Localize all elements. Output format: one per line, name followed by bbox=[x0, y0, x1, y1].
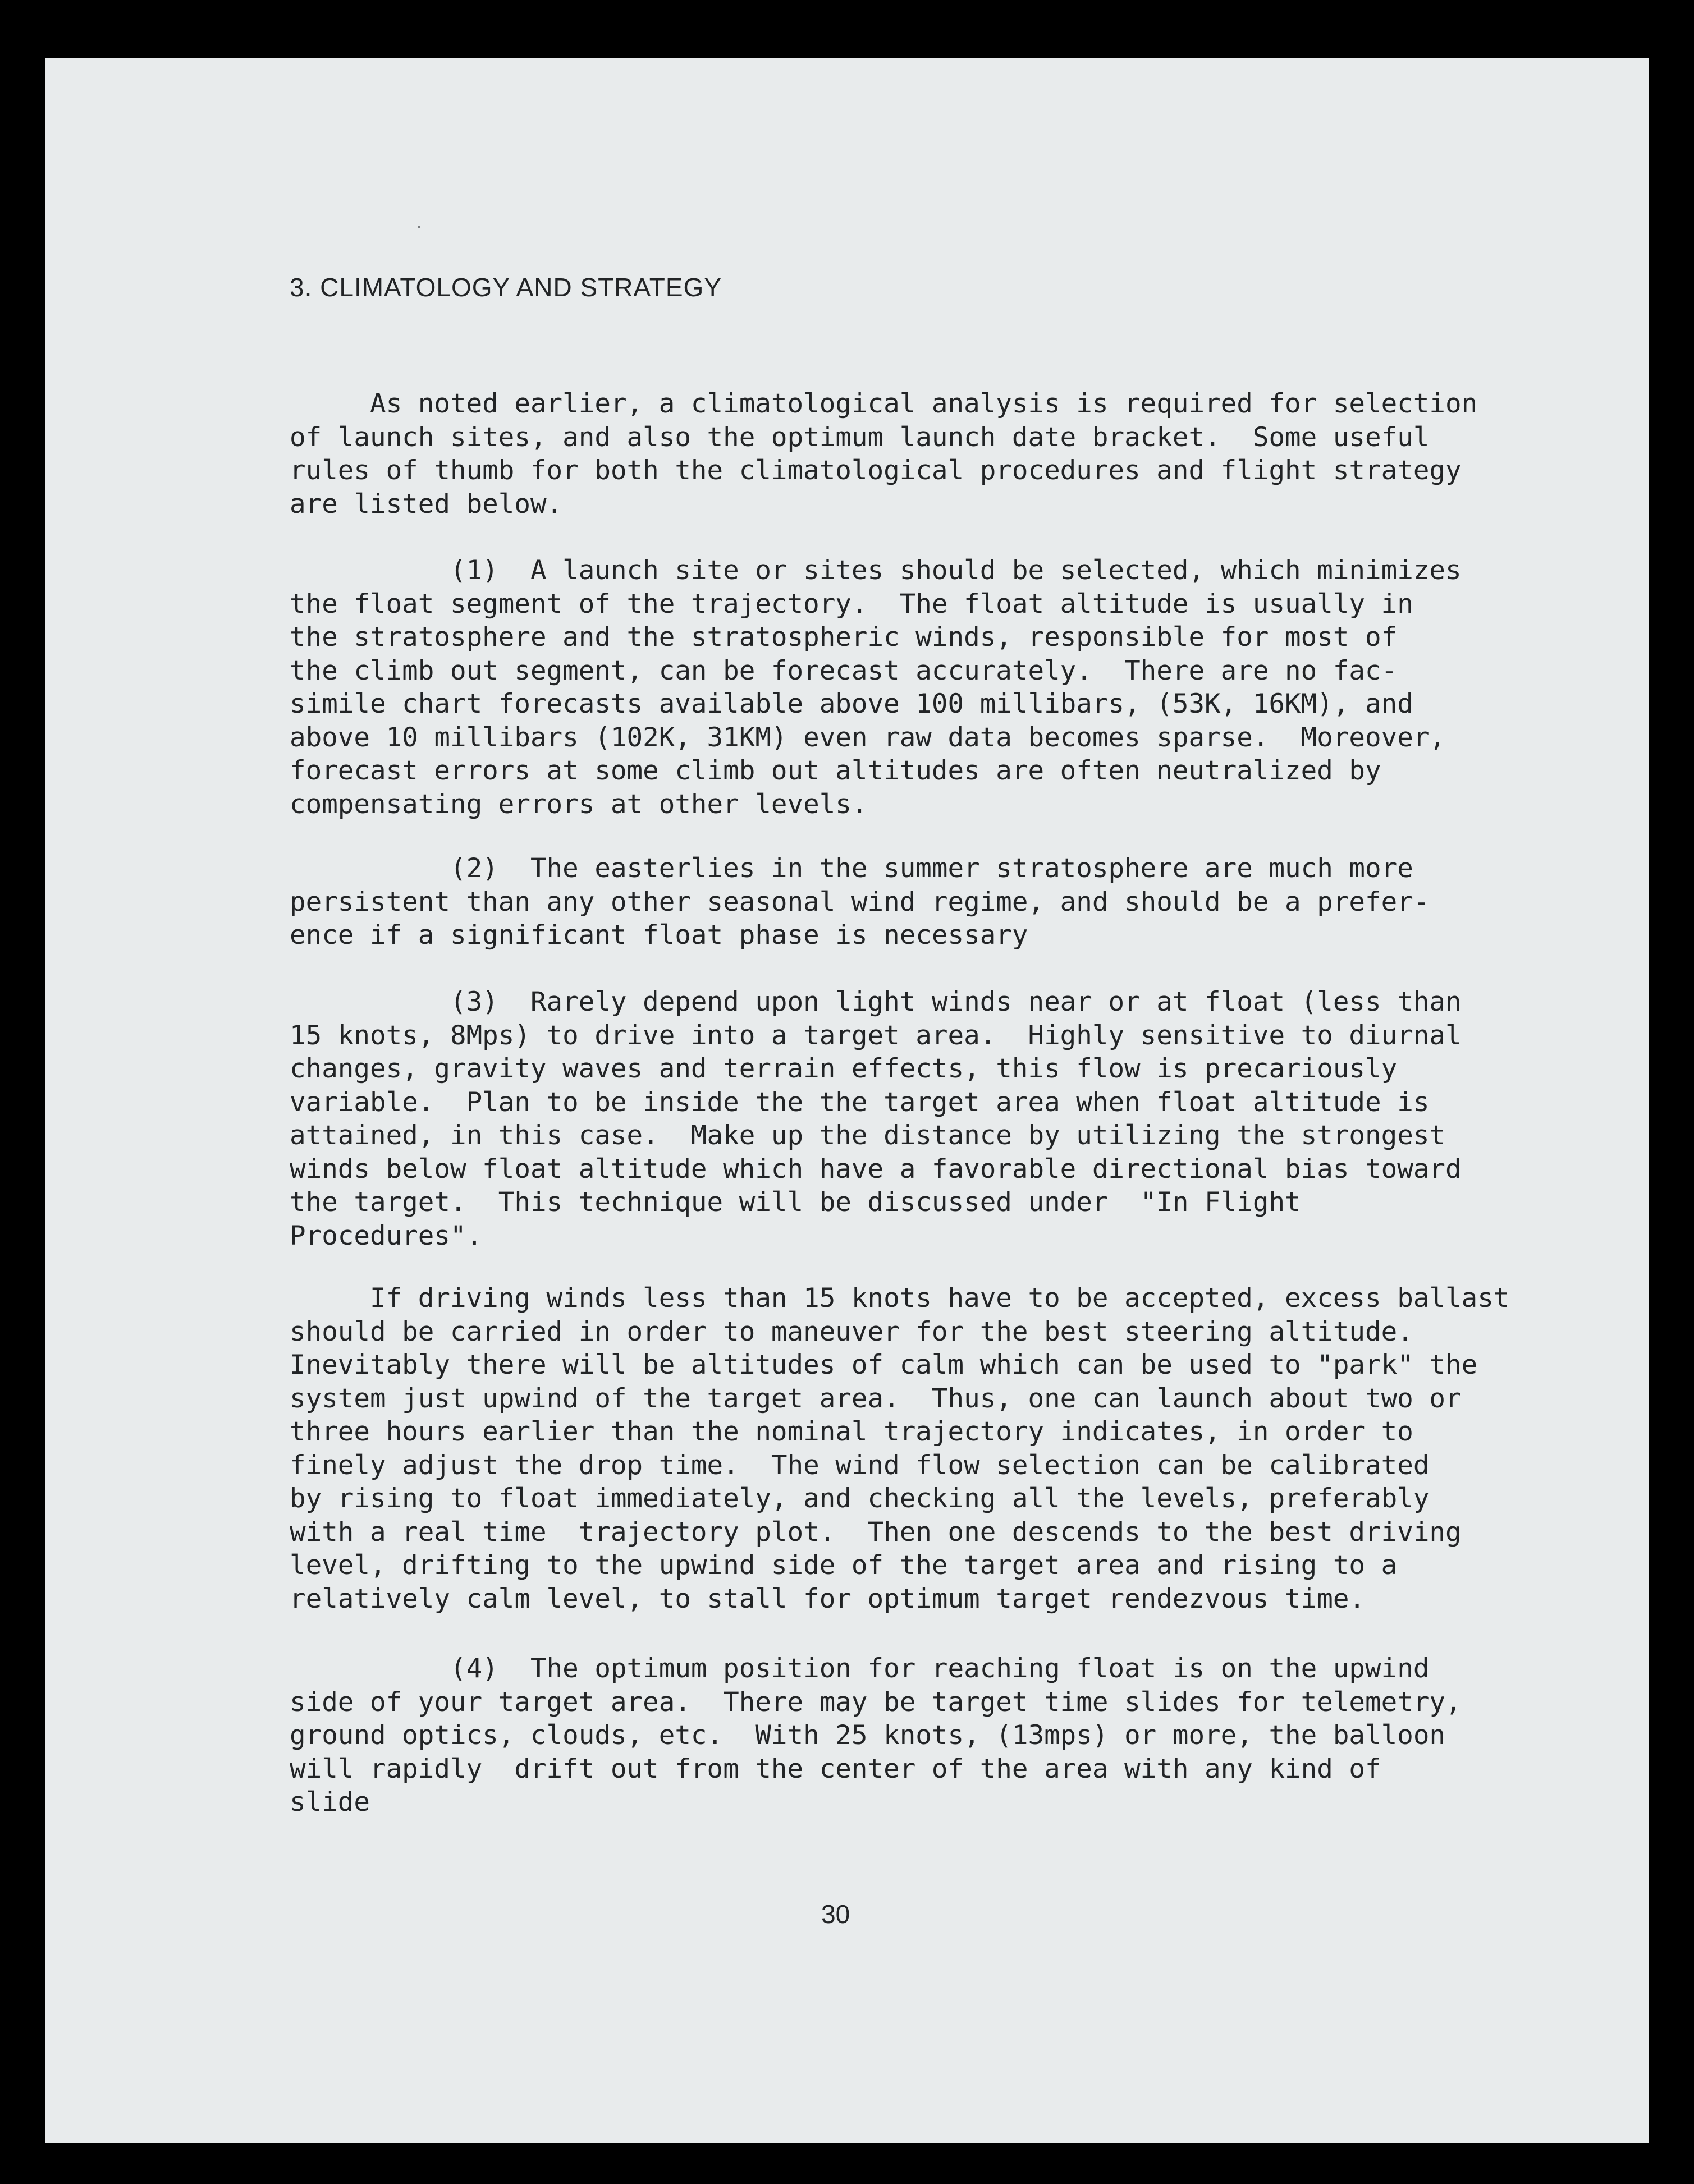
paper-speck bbox=[418, 226, 420, 228]
text-line: compensating errors at other levels. bbox=[290, 788, 868, 820]
text-line: above 10 millibars (102K, 31KM) even raw data becomes sparse. Moreover, bbox=[290, 722, 1446, 753]
text-line: variable. Plan to be inside the the target area when float altitude is bbox=[290, 1086, 1430, 1118]
text-line: with a real time trajectory plot. Then one descends to the best driving bbox=[290, 1516, 1462, 1548]
paragraph-intro bbox=[290, 387, 1477, 521]
text-line: system just upwind of the target area. Thus, one can launch about two or bbox=[290, 1383, 1462, 1414]
text-line: three hours earlier than the nominal trajectory indicates, in order to bbox=[290, 1416, 1413, 1447]
text-line: the float segment of the trajectory. The float altitude is usually in bbox=[290, 588, 1413, 620]
text-line: (4) The optimum position for reaching float is on the upwind bbox=[290, 1653, 1430, 1684]
text-line: (2) The easterlies in the summer stratosphere are much more bbox=[290, 853, 1413, 884]
text-line: the stratosphere and the stratospheric winds, responsible for most of bbox=[290, 622, 1398, 653]
text-line: will rapidly drift out from the center of the area with any kind of bbox=[290, 1753, 1381, 1784]
paragraph-item-3 bbox=[290, 985, 1462, 1252]
text-line: As noted earlier, a climatological analysis is required for selection bbox=[290, 388, 1478, 419]
paragraph-item-2 bbox=[290, 852, 1429, 952]
text-line: the target. This technique will be discussed under "In Flight bbox=[290, 1187, 1301, 1218]
text-line: relatively calm level, to stall for optimum target rendezvous time. bbox=[290, 1583, 1366, 1614]
text-line: winds below float altitude which have a favorable directional bias toward bbox=[290, 1153, 1462, 1185]
text-line: finely adjust the drop time. The wind flow selection can be calibrated bbox=[290, 1449, 1430, 1481]
text-line: of launch sites, and also the optimum launch date bracket. Some useful bbox=[290, 421, 1430, 453]
paragraph-item-1 bbox=[290, 554, 1462, 821]
text-line: by rising to float immediately, and checking all the levels, preferably bbox=[290, 1483, 1430, 1514]
text-line: 15 knots, 8Mps) to drive into a target area. Highly sensitive to diurnal bbox=[290, 1020, 1462, 1051]
text-line: are listed below. bbox=[290, 488, 563, 520]
document-page bbox=[45, 58, 1649, 2143]
text-line: (3) Rarely depend upon light winds near or at float (less than bbox=[290, 987, 1462, 1017]
text-line: ence if a significant float phase is necessary bbox=[290, 920, 1028, 951]
text-line: changes, gravity waves and terrain effects, this flow is precariously bbox=[290, 1053, 1398, 1084]
text-line: Procedures". bbox=[290, 1220, 483, 1251]
paragraph-item-4 bbox=[290, 1652, 1462, 1819]
text-line: side of your target area. There may be target time slides for telemetry, bbox=[290, 1686, 1462, 1718]
section-heading: 3. CLIMATOLOGY AND STRATEGY bbox=[290, 273, 722, 302]
text-line: the climb out segment, can be forecast accurately. There are no fac- bbox=[290, 655, 1398, 686]
text-line: attained, in this case. Make up the distance by utilizing the strongest bbox=[290, 1120, 1446, 1151]
text-line: (1) A launch site or sites should be selected, which minimizes bbox=[290, 555, 1462, 586]
paragraph-ballast bbox=[290, 1282, 1509, 1616]
text-line: slide bbox=[290, 1787, 370, 1818]
page-number: 30 bbox=[821, 1899, 850, 1929]
text-line: simile chart forecasts available above 100 millibars, (53K, 16KM), and bbox=[290, 689, 1413, 719]
text-line: rules of thumb for both the climatological procedures and flight strategy bbox=[290, 455, 1462, 486]
text-line: should be carried in order to maneuver for the best steering altitude. bbox=[290, 1316, 1413, 1347]
text-line: If driving winds less than 15 knots have to be accepted, excess ballast bbox=[290, 1283, 1510, 1314]
text-line: persistent than any other seasonal wind regime, and should be a prefer- bbox=[290, 886, 1430, 917]
text-line: Inevitably there will be altitudes of calm which can be used to "park" the bbox=[290, 1350, 1478, 1380]
text-line: ground optics, clouds, etc. With 25 knots, (13mps) or more, the balloon bbox=[290, 1720, 1446, 1751]
text-line: level, drifting to the upwind side of the target area and rising to a bbox=[290, 1550, 1398, 1581]
text-line: forecast errors at some climb out altitudes are often neutralized by bbox=[290, 755, 1381, 786]
